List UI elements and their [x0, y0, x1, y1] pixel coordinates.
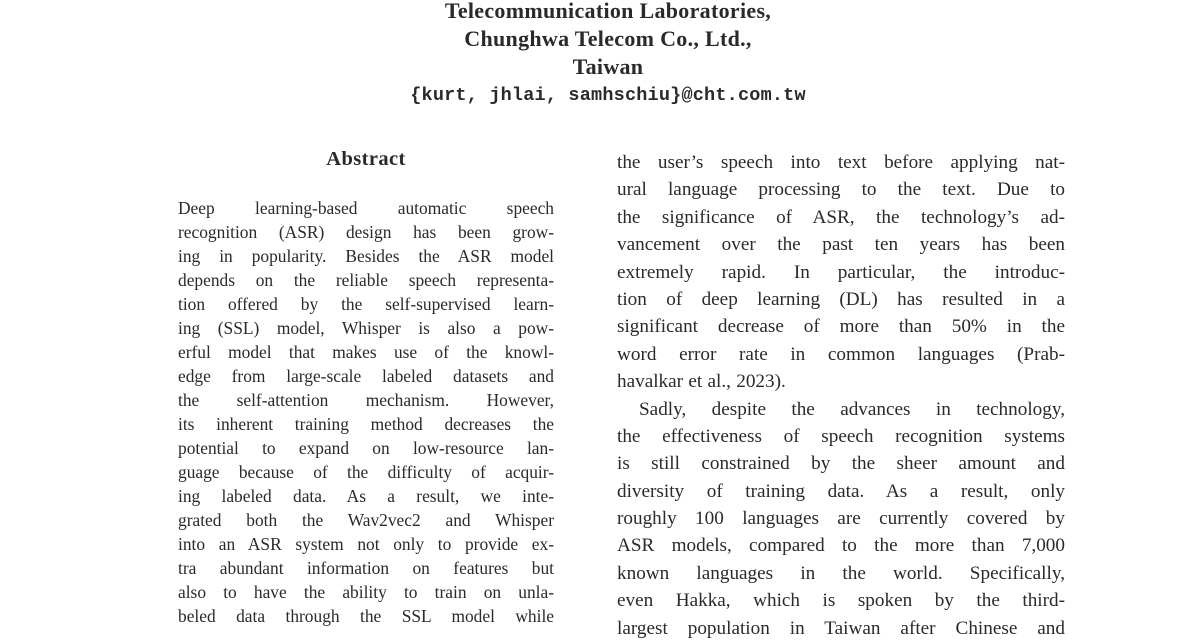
right-column — [617, 149, 1065, 642]
affiliation-block — [410, 0, 806, 110]
text-line: the effectiveness of speech recognition systems — [617, 425, 1065, 447]
text-line: Deep learning-based automatic speech — [178, 198, 554, 218]
abstract-heading: Abstract — [326, 148, 406, 170]
text-line: the user’s speech into text before applying nat- — [617, 152, 1065, 173]
text-line: known languages in the world. Specifically, — [617, 562, 1065, 584]
text-line: word error rate in common languages (Prab- — [617, 343, 1065, 365]
text-line: guage because of the difficulty of acquir- — [178, 462, 554, 482]
text-line: ing labeled data. As a result, we inte- — [178, 486, 554, 506]
text-line: extremely rapid. In particular, the introduc- — [617, 261, 1065, 283]
text-line: potential to expand on low-resource lan- — [178, 438, 554, 458]
text-line: even Hakka, which is spoken by the third- — [617, 590, 1065, 612]
text-line: havalkar et al., 2023). — [617, 371, 786, 393]
text-line: is still constrained by the sheer amount and — [617, 453, 1065, 475]
paragraph — [178, 196, 554, 628]
text-line: depends on the reliable speech representa- — [178, 270, 554, 290]
text-line: recognition (ASR) design has been grow- — [178, 222, 554, 242]
text-line: Sadly, despite the advances in technology, — [639, 398, 1065, 420]
text-line: edge from large-scale labeled datasets and — [178, 366, 554, 386]
affiliation-line-1: Telecommunication Laboratories, — [444, 0, 772, 23]
text-line: tion offered by the self-supervised learn- — [178, 294, 554, 314]
text-line: largest population in Taiwan after Chinese and — [617, 617, 1065, 639]
text-line: the significance of ASR, the technology’s ad- — [617, 206, 1065, 228]
text-line: vancement over the past ten years has been — [617, 234, 1065, 256]
text-line: roughly 100 languages are currently covered by — [617, 508, 1065, 530]
abstract-text — [178, 196, 554, 628]
text-line: significant decrease of more than 50% in the — [617, 316, 1065, 338]
text-line: erful model that makes use of the knowl- — [178, 342, 554, 362]
text-line: also to have the ability to train on unla- — [178, 582, 554, 602]
text-line: into an ASR system not only to provide ex- — [178, 534, 554, 554]
affiliation-line-3: Taiwan — [572, 54, 644, 79]
author-emails: {kurt, jhlai, samhschiu}@cht.com.tw — [410, 85, 806, 106]
text-line: diversity of training data. As a result, only — [617, 480, 1065, 502]
left-column — [178, 147, 554, 628]
text-line: ural language processing to the text. Due to — [617, 179, 1065, 201]
text-line: its inherent training method decreases the — [178, 414, 554, 434]
text-line: grated both the Wav2vec2 and Whisper — [178, 510, 554, 530]
paragraph — [617, 149, 1065, 396]
paragraph — [617, 396, 1065, 642]
affiliation-line-2: Chunghwa Telecom Co., Ltd., — [464, 26, 752, 51]
text-line: ing (SSL) model, Whisper is also a pow- — [178, 318, 554, 338]
text-line: ing in popularity. Besides the ASR model — [178, 246, 554, 266]
text-line: ASR models, compared to the more than 7,000 — [617, 535, 1065, 557]
introduction-text — [617, 149, 1065, 642]
text-line: tion of deep learning (DL) has resulted in a — [617, 288, 1065, 310]
text-line: tra abundant information on features but — [178, 558, 554, 578]
text-line: beled data through the SSL model while — [178, 606, 554, 626]
text-line: the self-attention mechanism. However, — [178, 390, 554, 410]
